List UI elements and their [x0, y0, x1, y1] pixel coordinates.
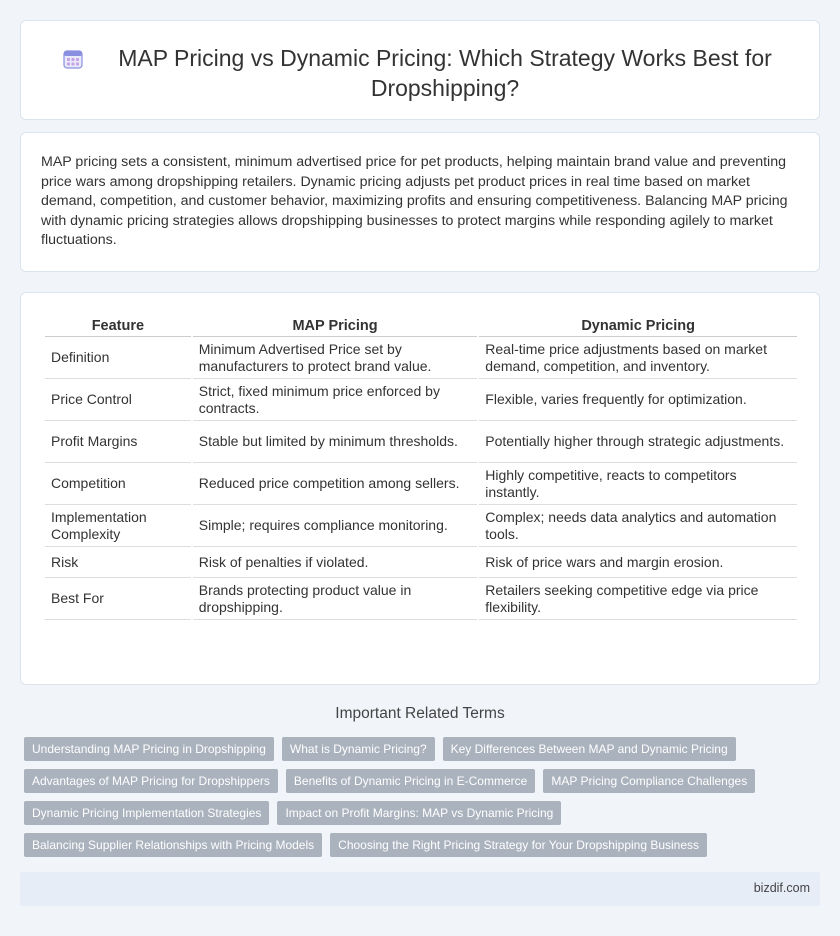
- related-terms-list: [24, 737, 814, 865]
- table-row: [45, 337, 797, 379]
- page-title: MAP Pricing vs Dynamic Pricing: Which Strategy Works Best for Dropshipping?: [118, 45, 772, 101]
- table-row: [45, 547, 797, 578]
- column-header: Feature: [45, 316, 191, 337]
- feature-cell: Competition: [45, 463, 191, 505]
- site-link[interactable]: bizdif.com: [753, 881, 810, 895]
- feature-cell: Best For: [45, 578, 191, 620]
- related-term-tag[interactable]: MAP Pricing Compliance Challenges: [543, 769, 755, 793]
- table-row: [45, 421, 797, 463]
- dynamic-cell: Real-time price adjustments based on market demand, competition, and inventory.: [479, 337, 797, 379]
- map-cell: Reduced price competition among sellers.: [193, 463, 478, 505]
- feature-cell: Price Control: [45, 379, 191, 421]
- map-cell: Minimum Advertised Price set by manufacturers to protect brand value.: [193, 337, 478, 379]
- dynamic-cell: Complex; needs data analytics and automation tools.: [479, 505, 797, 547]
- dynamic-cell: Flexible, varies frequently for optimization.: [479, 379, 797, 421]
- related-term-tag[interactable]: What is Dynamic Pricing?: [282, 737, 435, 761]
- feature-cell: Profit Margins: [45, 421, 191, 463]
- related-term-tag[interactable]: Choosing the Right Pricing Strategy for Your Dropshipping Business: [330, 833, 707, 857]
- column-header: Dynamic Pricing: [479, 316, 797, 337]
- comparison-table: [43, 316, 799, 620]
- calendar-icon: [63, 49, 83, 69]
- related-term-tag[interactable]: Dynamic Pricing Implementation Strategies: [24, 801, 269, 825]
- column-header: MAP Pricing: [193, 316, 478, 337]
- table-row: [45, 379, 797, 421]
- related-term-tag[interactable]: Key Differences Between MAP and Dynamic Pricing: [443, 737, 736, 761]
- title-card: [20, 20, 820, 120]
- map-cell: Strict, fixed minimum price enforced by contracts.: [193, 379, 478, 421]
- map-cell: Brands protecting product value in dropshipping.: [193, 578, 478, 620]
- feature-cell: Risk: [45, 547, 191, 578]
- table-row: [45, 505, 797, 547]
- related-term-tag[interactable]: Understanding MAP Pricing in Dropshipping: [24, 737, 274, 761]
- map-cell: Simple; requires compliance monitoring.: [193, 505, 478, 547]
- dynamic-cell: Highly competitive, reacts to competitors instantly.: [479, 463, 797, 505]
- table-row: [45, 578, 797, 620]
- feature-cell: Definition: [45, 337, 191, 379]
- map-cell: Stable but limited by minimum thresholds.: [193, 421, 478, 463]
- intro-card: [20, 132, 820, 272]
- dynamic-cell: Risk of price wars and margin erosion.: [479, 547, 797, 578]
- related-term-tag[interactable]: Impact on Profit Margins: MAP vs Dynamic Pricing: [277, 801, 561, 825]
- map-cell: Risk of penalties if violated.: [193, 547, 478, 578]
- comparison-table-card: [20, 292, 820, 685]
- table-header-row: [45, 316, 797, 337]
- dynamic-cell: Retailers seeking competitive edge via price flexibility.: [479, 578, 797, 620]
- related-terms-heading: Important Related Terms: [335, 705, 505, 722]
- feature-cell: Implementation Complexity: [45, 505, 191, 547]
- table-row: [45, 463, 797, 505]
- related-term-tag[interactable]: Benefits of Dynamic Pricing in E-Commerce: [286, 769, 535, 793]
- intro-paragraph: MAP pricing sets a consistent, minimum advertised price for pet products, helping maintain brand value and preventing price wars among dropshipping retailers. Dynamic pricing adjusts pet product prices in real time based on market demand, competition, and customer behavior, maximizing profits and ensuring competitiveness. Balancing MAP pricing with dynamic pricing strategies allows dropshipping businesses to protect margins while responding agilely to market fluctuations.: [41, 154, 788, 249]
- related-term-tag[interactable]: Balancing Supplier Relationships with Pricing Models: [24, 833, 322, 857]
- dynamic-cell: Potentially higher through strategic adjustments.: [479, 421, 797, 463]
- footer: [20, 872, 820, 906]
- related-term-tag[interactable]: Advantages of MAP Pricing for Dropshippers: [24, 769, 278, 793]
